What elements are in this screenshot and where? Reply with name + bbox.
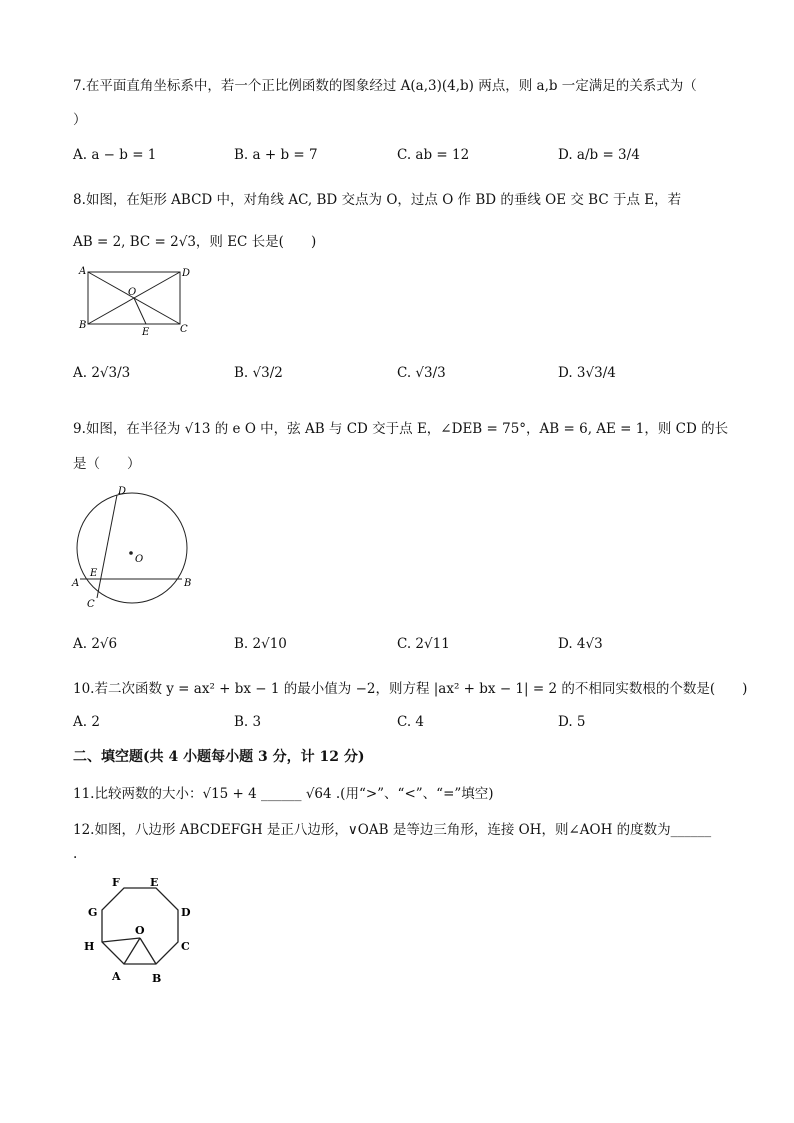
- label-e: E: [90, 568, 98, 579]
- center-dot: [129, 551, 133, 555]
- label-o: O: [135, 554, 144, 565]
- q7-option-c: C. ab = 12: [397, 147, 470, 163]
- q7-option-d: D. a/b = 3/4: [558, 147, 640, 163]
- q9-stem-cont: 是（ ）: [73, 456, 141, 472]
- q9-stem: 9.如图，在半径为 √13 的 e O 中，弦 AB 与 CD 交于点 E，∠DEB = 75°，AB = 6, AE = 1，则 CD 的长: [73, 421, 729, 437]
- q10-option-d: D. 5: [558, 714, 586, 730]
- q10-option-b: B. 3: [234, 714, 262, 730]
- q8-option-d: D. 3√3/4: [558, 365, 616, 381]
- label-d: D: [118, 486, 127, 497]
- label-h: H: [84, 940, 95, 953]
- label-a: A: [72, 578, 80, 589]
- q12-octagon-figure: [78, 876, 198, 994]
- label-b: B: [184, 578, 192, 589]
- q8-option-a: A. 2√3/3: [73, 365, 131, 381]
- label-d: D: [182, 268, 191, 279]
- q10-option-a: A. 2: [73, 714, 100, 730]
- section-2-title: 二、填空题(共 4 小题每小题 3 分，计 12 分): [73, 749, 365, 765]
- label-e: E: [142, 327, 150, 338]
- label-b: B: [79, 320, 87, 331]
- q10-option-c: C. 4: [397, 714, 425, 730]
- q8-condition: AB = 2, BC = 2√3，则 EC 长是( ): [73, 234, 317, 250]
- circle-o: [77, 493, 187, 603]
- q7-stem: 7.在平面直角坐标系中，若一个正比例函数的图象经过 A(a,3)(4,b) 两点，则 a,b 一定满足的关系式为（: [73, 78, 697, 94]
- segment-oh: [102, 938, 140, 942]
- chord-cd: [97, 495, 117, 598]
- label-a: A: [112, 970, 121, 983]
- label-e: E: [150, 876, 159, 889]
- q10-stem: 10.若二次函数 y = ax² + bx − 1 的最小值为 −2，则方程 |ax² + bx − 1| = 2 的不相同实数根的个数是( ): [73, 681, 748, 697]
- q8-option-c: C. √3/3: [397, 365, 446, 381]
- segment-ob: [140, 938, 156, 964]
- label-c: C: [180, 324, 188, 335]
- q12-tail: .: [73, 846, 78, 862]
- label-o: O: [128, 287, 137, 298]
- q9-option-c: C. 2√11: [397, 636, 450, 652]
- label-b: B: [152, 972, 162, 985]
- segment-oa: [124, 938, 140, 964]
- q11-text: 11.比较两数的大小：√15 + 4 ______ √64 .(用“>”、“<”、“=”填空): [73, 786, 494, 802]
- q7-stem-close: ）: [73, 112, 87, 128]
- q8-stem: 8.如图，在矩形 ABCD 中，对角线 AC, BD 交点为 O，过点 O 作 BD 的垂线 OE 交 BC 于点 E，若: [73, 192, 682, 208]
- q8-option-b: B. √3/2: [234, 365, 283, 381]
- label-a: A: [79, 266, 87, 277]
- label-g: G: [88, 906, 98, 919]
- q9-option-b: B. 2√10: [234, 636, 287, 652]
- q12-text: 12.如图，八边形 ABCDEFGH 是正八边形，∨OAB 是等边三角形，连接 OH，则∠AOH 的度数为______: [73, 822, 712, 838]
- q9-option-a: A. 2√6: [73, 636, 118, 652]
- q7-option-b: B. a + b = 7: [234, 147, 318, 163]
- label-o: O: [135, 924, 145, 937]
- q9-option-d: D. 4√3: [558, 636, 603, 652]
- q8-rectangle-figure: [72, 262, 202, 338]
- label-f: F: [112, 876, 120, 889]
- label-c: C: [181, 940, 190, 953]
- q9-circle-figure: [68, 482, 202, 614]
- label-d: D: [181, 906, 191, 919]
- q7-option-a: A. a − b = 1: [73, 147, 157, 163]
- label-c: C: [87, 599, 95, 610]
